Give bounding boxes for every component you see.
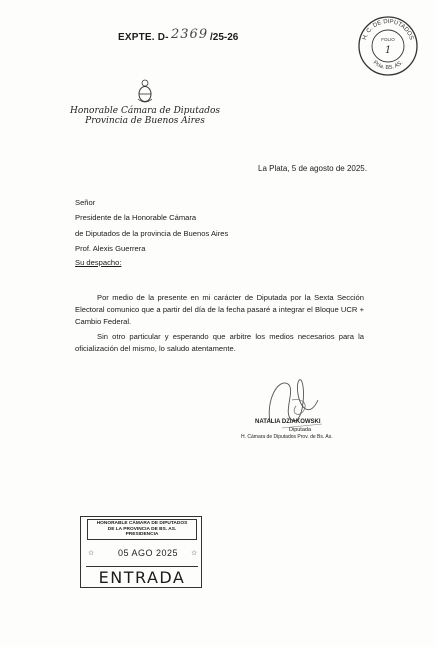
- signatory-name: NATALIA DZIAKOWSKI: [255, 419, 321, 425]
- letterhead-line1: Honorable Cámara de Diputados: [69, 106, 221, 116]
- folio-ring-top-text: H. C. DE DIPUTADOS: [361, 18, 415, 41]
- letter-date: La Plata, 5 de agosto de 2025.: [258, 164, 367, 173]
- folio-label: FOLIO: [381, 37, 395, 42]
- signatory-institution: H. Cámara de Diputados Prov. de Bs. As.: [241, 434, 333, 440]
- entry-stamp-header-line3: PRESIDENCIA: [125, 532, 159, 538]
- expediente-prefix: EXPTE. D-: [118, 32, 169, 43]
- body-paragraph-1: Por medio de la presente en mi carácter de Diputada por la Sexta Sección Electoral comunico que a partir del día de la fecha pasaré a integrar el Bloque UCR + Cambio Federal.: [75, 293, 364, 326]
- entry-stamp-header-line1: HONORABLE CÁMARA DE DIPUTADOS: [96, 521, 188, 526]
- provincial-crest-icon: [137, 79, 153, 103]
- expediente-suffix: /25-26: [210, 32, 239, 43]
- folio-ring-bottom-text: Pcia. BS. AS.: [371, 59, 405, 72]
- expediente-number-handwritten: 2369: [171, 27, 209, 42]
- folio-stamp: [357, 15, 419, 77]
- recipient-line1: Presidente de la Honorable Cámara: [75, 213, 197, 222]
- recipient-name: Prof. Alexis Guerrera: [75, 244, 146, 253]
- signatory-role: Diputada: [289, 427, 312, 433]
- star-icon: ☆: [191, 550, 198, 557]
- letterhead: [60, 106, 230, 126]
- entry-stamp-header-line2: DE LA PROVINCIA DE BS. AS.: [107, 526, 177, 532]
- body-paragraph-2: Sin otro particular y esperando que arbitre los medios necesarios para la oficialización del mismo, lo saludo atentamente.: [75, 332, 364, 353]
- salutation: Señor: [75, 198, 96, 207]
- recipient-closing: Su despacho:: [75, 258, 122, 267]
- folio-number: 1: [384, 45, 392, 56]
- letterhead-line2: Provincia de Buenos Aires: [85, 116, 205, 126]
- entry-stamp-header: [87, 519, 197, 540]
- star-icon: ☆: [88, 550, 95, 557]
- entry-stamp-date: 05 AGO 2025: [118, 548, 179, 558]
- recipient-line2: de Diputados de la provincia de Buenos Aires: [75, 229, 229, 238]
- entry-stamp-label: ENTRADA: [86, 566, 198, 588]
